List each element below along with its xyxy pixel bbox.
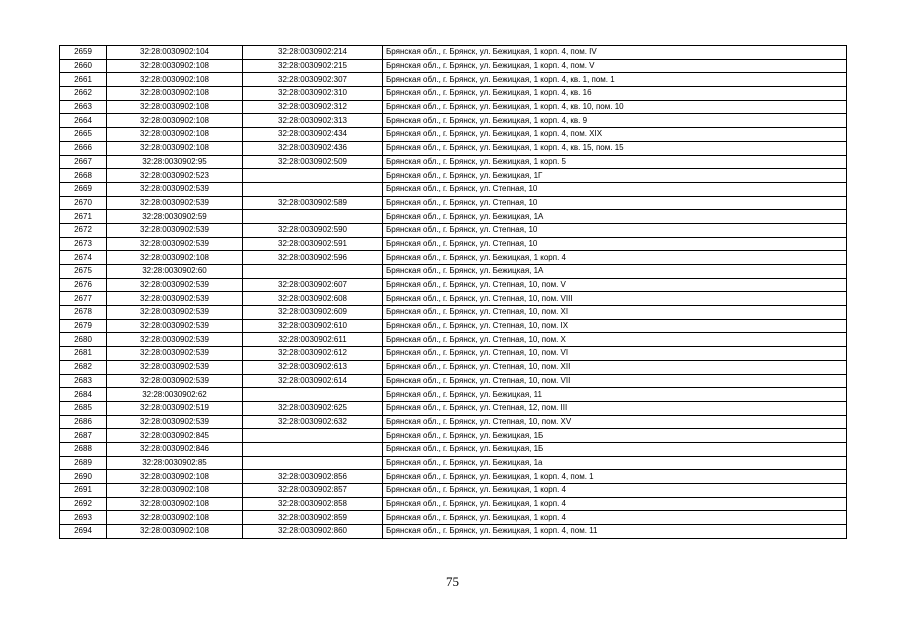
cadastral-number-cell [243, 210, 383, 224]
parent-cadastral-cell: 32:28:0030902:539 [107, 237, 243, 251]
cadastral-number-cell: 32:28:0030902:596 [243, 251, 383, 265]
address-cell: Брянская обл., г. Брянск, ул. Бежицкая, 1 корп. 4 [383, 484, 847, 498]
address-cell: Брянская обл., г. Брянск, ул. Бежицкая, 11 [383, 388, 847, 402]
cadastral-number-cell: 32:28:0030902:509 [243, 155, 383, 169]
address-cell: Брянская обл., г. Брянск, ул. Степная, 10, пом. XII [383, 360, 847, 374]
table-row [60, 278, 847, 292]
address-cell: Брянская обл., г. Брянск, ул. Бежицкая, 1 корп. 4, пом. 1 [383, 470, 847, 484]
cadastral-number-cell: 32:28:0030902:612 [243, 347, 383, 361]
table-row [60, 128, 847, 142]
table-row [60, 470, 847, 484]
cadastral-number-cell: 32:28:0030902:589 [243, 196, 383, 210]
parent-cadastral-cell: 32:28:0030902:539 [107, 374, 243, 388]
address-cell: Брянская обл., г. Брянск, ул. Бежицкая, 1 корп. 4, пом. V [383, 59, 847, 73]
row-number-cell: 2694 [60, 525, 107, 539]
parent-cadastral-cell: 32:28:0030902:539 [107, 360, 243, 374]
table-row [60, 169, 847, 183]
parent-cadastral-cell: 32:28:0030902:108 [107, 525, 243, 539]
row-number-cell: 2661 [60, 73, 107, 87]
address-cell: Брянская обл., г. Брянск, ул. Бежицкая, 1А [383, 210, 847, 224]
row-number-cell: 2675 [60, 265, 107, 279]
parent-cadastral-cell: 32:28:0030902:539 [107, 415, 243, 429]
row-number-cell: 2665 [60, 128, 107, 142]
parent-cadastral-cell: 32:28:0030902:95 [107, 155, 243, 169]
row-number-cell: 2663 [60, 100, 107, 114]
address-cell: Брянская обл., г. Брянск, ул. Бежицкая, 1Г [383, 169, 847, 183]
cadastral-number-cell: 32:28:0030902:608 [243, 292, 383, 306]
row-number-cell: 2677 [60, 292, 107, 306]
row-number-cell: 2662 [60, 87, 107, 101]
parent-cadastral-cell: 32:28:0030902:523 [107, 169, 243, 183]
cadastral-number-cell: 32:28:0030902:858 [243, 497, 383, 511]
cadastral-number-cell [243, 169, 383, 183]
row-number-cell: 2674 [60, 251, 107, 265]
parent-cadastral-cell: 32:28:0030902:539 [107, 196, 243, 210]
address-cell: Брянская обл., г. Брянск, ул. Бежицкая, 1 корп. 5 [383, 155, 847, 169]
parent-cadastral-cell: 32:28:0030902:108 [107, 141, 243, 155]
cadastral-number-cell: 32:28:0030902:214 [243, 46, 383, 60]
parent-cadastral-cell: 32:28:0030902:539 [107, 347, 243, 361]
row-number-cell: 2686 [60, 415, 107, 429]
cadastral-number-cell [243, 442, 383, 456]
address-cell: Брянская обл., г. Брянск, ул. Бежицкая, 1А [383, 265, 847, 279]
table-row [60, 388, 847, 402]
address-cell: Брянская обл., г. Брянск, ул. Бежицкая, 1 корп. 4 [383, 497, 847, 511]
table-row [60, 114, 847, 128]
parent-cadastral-cell: 32:28:0030902:539 [107, 306, 243, 320]
address-cell: Брянская обл., г. Брянск, ул. Бежицкая, 1 корп. 4, пом. XIX [383, 128, 847, 142]
cadastral-number-cell: 32:28:0030902:614 [243, 374, 383, 388]
table-row [60, 223, 847, 237]
row-number-cell: 2673 [60, 237, 107, 251]
cadastral-number-cell: 32:28:0030902:625 [243, 401, 383, 415]
row-number-cell: 2676 [60, 278, 107, 292]
parent-cadastral-cell: 32:28:0030902:519 [107, 401, 243, 415]
row-number-cell: 2672 [60, 223, 107, 237]
table-row [60, 265, 847, 279]
cadastral-number-cell [243, 456, 383, 470]
address-cell: Брянская обл., г. Брянск, ул. Бежицкая, 1 корп. 4, кв. 9 [383, 114, 847, 128]
page-number: 75 [446, 574, 459, 589]
parent-cadastral-cell: 32:28:0030902:62 [107, 388, 243, 402]
row-number-cell: 2670 [60, 196, 107, 210]
table-row [60, 182, 847, 196]
parent-cadastral-cell: 32:28:0030902:108 [107, 87, 243, 101]
cadastral-number-cell: 32:28:0030902:609 [243, 306, 383, 320]
row-number-cell: 2693 [60, 511, 107, 525]
address-cell: Брянская обл., г. Брянск, ул. Бежицкая, 1 корп. 4, пом. 11 [383, 525, 847, 539]
row-number-cell: 2685 [60, 401, 107, 415]
address-cell: Брянская обл., г. Брянск, ул. Степная, 10 [383, 237, 847, 251]
table-row [60, 360, 847, 374]
row-number-cell: 2668 [60, 169, 107, 183]
cadastral-number-cell [243, 429, 383, 443]
cadastral-number-cell: 32:28:0030902:607 [243, 278, 383, 292]
table-row [60, 141, 847, 155]
row-number-cell: 2659 [60, 46, 107, 60]
table-row [60, 333, 847, 347]
table-row [60, 46, 847, 60]
parent-cadastral-cell: 32:28:0030902:108 [107, 470, 243, 484]
row-number-cell: 2669 [60, 182, 107, 196]
parent-cadastral-cell: 32:28:0030902:108 [107, 73, 243, 87]
address-cell: Брянская обл., г. Брянск, ул. Бежицкая, 1 корп. 4, кв. 16 [383, 87, 847, 101]
table-row [60, 210, 847, 224]
parent-cadastral-cell: 32:28:0030902:539 [107, 292, 243, 306]
row-number-cell: 2691 [60, 484, 107, 498]
table-row [60, 251, 847, 265]
parent-cadastral-cell: 32:28:0030902:108 [107, 59, 243, 73]
cadastral-number-cell: 32:28:0030902:860 [243, 525, 383, 539]
table-row [60, 401, 847, 415]
table-row [60, 155, 847, 169]
row-number-cell: 2681 [60, 347, 107, 361]
row-number-cell: 2684 [60, 388, 107, 402]
row-number-cell: 2688 [60, 442, 107, 456]
table-row [60, 73, 847, 87]
table-row [60, 100, 847, 114]
table-row [60, 319, 847, 333]
row-number-cell: 2660 [60, 59, 107, 73]
table-row [60, 525, 847, 539]
address-cell: Брянская обл., г. Брянск, ул. Степная, 10, пом. VII [383, 374, 847, 388]
parent-cadastral-cell: 32:28:0030902:539 [107, 182, 243, 196]
table-row [60, 456, 847, 470]
table-row [60, 484, 847, 498]
cadastral-number-cell: 32:28:0030902:613 [243, 360, 383, 374]
table-row [60, 306, 847, 320]
address-cell: Брянская обл., г. Брянск, ул. Бежицкая, 1 корп. 4, кв. 1, пом. 1 [383, 73, 847, 87]
parent-cadastral-cell: 32:28:0030902:539 [107, 278, 243, 292]
row-number-cell: 2664 [60, 114, 107, 128]
address-cell: Брянская обл., г. Брянск, ул. Степная, 10, пом. VI [383, 347, 847, 361]
row-number-cell: 2680 [60, 333, 107, 347]
parent-cadastral-cell: 32:28:0030902:539 [107, 333, 243, 347]
table-row [60, 347, 847, 361]
table-row [60, 511, 847, 525]
cadastral-number-cell [243, 182, 383, 196]
parent-cadastral-cell: 32:28:0030902:59 [107, 210, 243, 224]
row-number-cell: 2692 [60, 497, 107, 511]
cadastral-number-cell: 32:28:0030902:632 [243, 415, 383, 429]
cadastral-number-cell: 32:28:0030902:590 [243, 223, 383, 237]
cadastral-number-cell: 32:28:0030902:312 [243, 100, 383, 114]
table-row [60, 374, 847, 388]
cadastral-table [59, 45, 847, 539]
row-number-cell: 2683 [60, 374, 107, 388]
address-cell: Брянская обл., г. Брянск, ул. Бежицкая, 1Б [383, 429, 847, 443]
address-cell: Брянская обл., г. Брянск, ул. Бежицкая, 1а [383, 456, 847, 470]
table-row [60, 87, 847, 101]
address-cell: Брянская обл., г. Брянск, ул. Степная, 10 [383, 223, 847, 237]
address-cell: Брянская обл., г. Брянск, ул. Степная, 10, пом. XV [383, 415, 847, 429]
cadastral-number-cell: 32:28:0030902:436 [243, 141, 383, 155]
cadastral-number-cell: 32:28:0030902:310 [243, 87, 383, 101]
parent-cadastral-cell: 32:28:0030902:845 [107, 429, 243, 443]
address-cell: Брянская обл., г. Брянск, ул. Бежицкая, 1 корп. 4, кв. 15, пом. 15 [383, 141, 847, 155]
cadastral-number-cell: 32:28:0030902:313 [243, 114, 383, 128]
address-cell: Брянская обл., г. Брянск, ул. Бежицкая, 1 корп. 4 [383, 251, 847, 265]
parent-cadastral-cell: 32:28:0030902:108 [107, 251, 243, 265]
parent-cadastral-cell: 32:28:0030902:539 [107, 319, 243, 333]
parent-cadastral-cell: 32:28:0030902:104 [107, 46, 243, 60]
address-cell: Брянская обл., г. Брянск, ул. Бежицкая, 1 корп. 4, кв. 10, пом. 10 [383, 100, 847, 114]
cadastral-number-cell [243, 388, 383, 402]
cadastral-number-cell: 32:28:0030902:215 [243, 59, 383, 73]
row-number-cell: 2682 [60, 360, 107, 374]
parent-cadastral-cell: 32:28:0030902:539 [107, 223, 243, 237]
cadastral-number-cell: 32:28:0030902:610 [243, 319, 383, 333]
address-cell: Брянская обл., г. Брянск, ул. Степная, 10, пом. V [383, 278, 847, 292]
parent-cadastral-cell: 32:28:0030902:108 [107, 511, 243, 525]
address-cell: Брянская обл., г. Брянск, ул. Бежицкая, 1 корп. 4 [383, 511, 847, 525]
cadastral-number-cell: 32:28:0030902:856 [243, 470, 383, 484]
address-cell: Брянская обл., г. Брянск, ул. Степная, 10, пом. IX [383, 319, 847, 333]
parent-cadastral-cell: 32:28:0030902:85 [107, 456, 243, 470]
address-cell: Брянская обл., г. Брянск, ул. Степная, 10 [383, 182, 847, 196]
row-number-cell: 2678 [60, 306, 107, 320]
address-cell: Брянская обл., г. Брянск, ул. Степная, 10, пом. VIII [383, 292, 847, 306]
cadastral-number-cell: 32:28:0030902:611 [243, 333, 383, 347]
table-row [60, 292, 847, 306]
cadastral-number-cell: 32:28:0030902:859 [243, 511, 383, 525]
row-number-cell: 2679 [60, 319, 107, 333]
row-number-cell: 2671 [60, 210, 107, 224]
row-number-cell: 2667 [60, 155, 107, 169]
parent-cadastral-cell: 32:28:0030902:108 [107, 114, 243, 128]
row-number-cell: 2689 [60, 456, 107, 470]
address-cell: Брянская обл., г. Брянск, ул. Степная, 10 [383, 196, 847, 210]
address-cell: Брянская обл., г. Брянск, ул. Степная, 12, пом. III [383, 401, 847, 415]
address-cell: Брянская обл., г. Брянск, ул. Бежицкая, 1Б [383, 442, 847, 456]
address-cell: Брянская обл., г. Брянск, ул. Бежицкая, 1 корп. 4, пом. IV [383, 46, 847, 60]
table-body [60, 46, 847, 539]
address-cell: Брянская обл., г. Брянск, ул. Степная, 10, пом. XI [383, 306, 847, 320]
cadastral-number-cell: 32:28:0030902:434 [243, 128, 383, 142]
cadastral-number-cell: 32:28:0030902:307 [243, 73, 383, 87]
parent-cadastral-cell: 32:28:0030902:108 [107, 497, 243, 511]
table-row [60, 59, 847, 73]
table-row [60, 237, 847, 251]
cadastral-number-cell: 32:28:0030902:591 [243, 237, 383, 251]
row-number-cell: 2690 [60, 470, 107, 484]
parent-cadastral-cell: 32:28:0030902:846 [107, 442, 243, 456]
parent-cadastral-cell: 32:28:0030902:108 [107, 484, 243, 498]
cadastral-number-cell [243, 265, 383, 279]
row-number-cell: 2687 [60, 429, 107, 443]
address-cell: Брянская обл., г. Брянск, ул. Степная, 10, пом. X [383, 333, 847, 347]
parent-cadastral-cell: 32:28:0030902:60 [107, 265, 243, 279]
table-row [60, 429, 847, 443]
parent-cadastral-cell: 32:28:0030902:108 [107, 100, 243, 114]
table-row [60, 497, 847, 511]
cadastral-number-cell: 32:28:0030902:857 [243, 484, 383, 498]
row-number-cell: 2666 [60, 141, 107, 155]
parent-cadastral-cell: 32:28:0030902:108 [107, 128, 243, 142]
table-row [60, 196, 847, 210]
table-row [60, 442, 847, 456]
table-row [60, 415, 847, 429]
